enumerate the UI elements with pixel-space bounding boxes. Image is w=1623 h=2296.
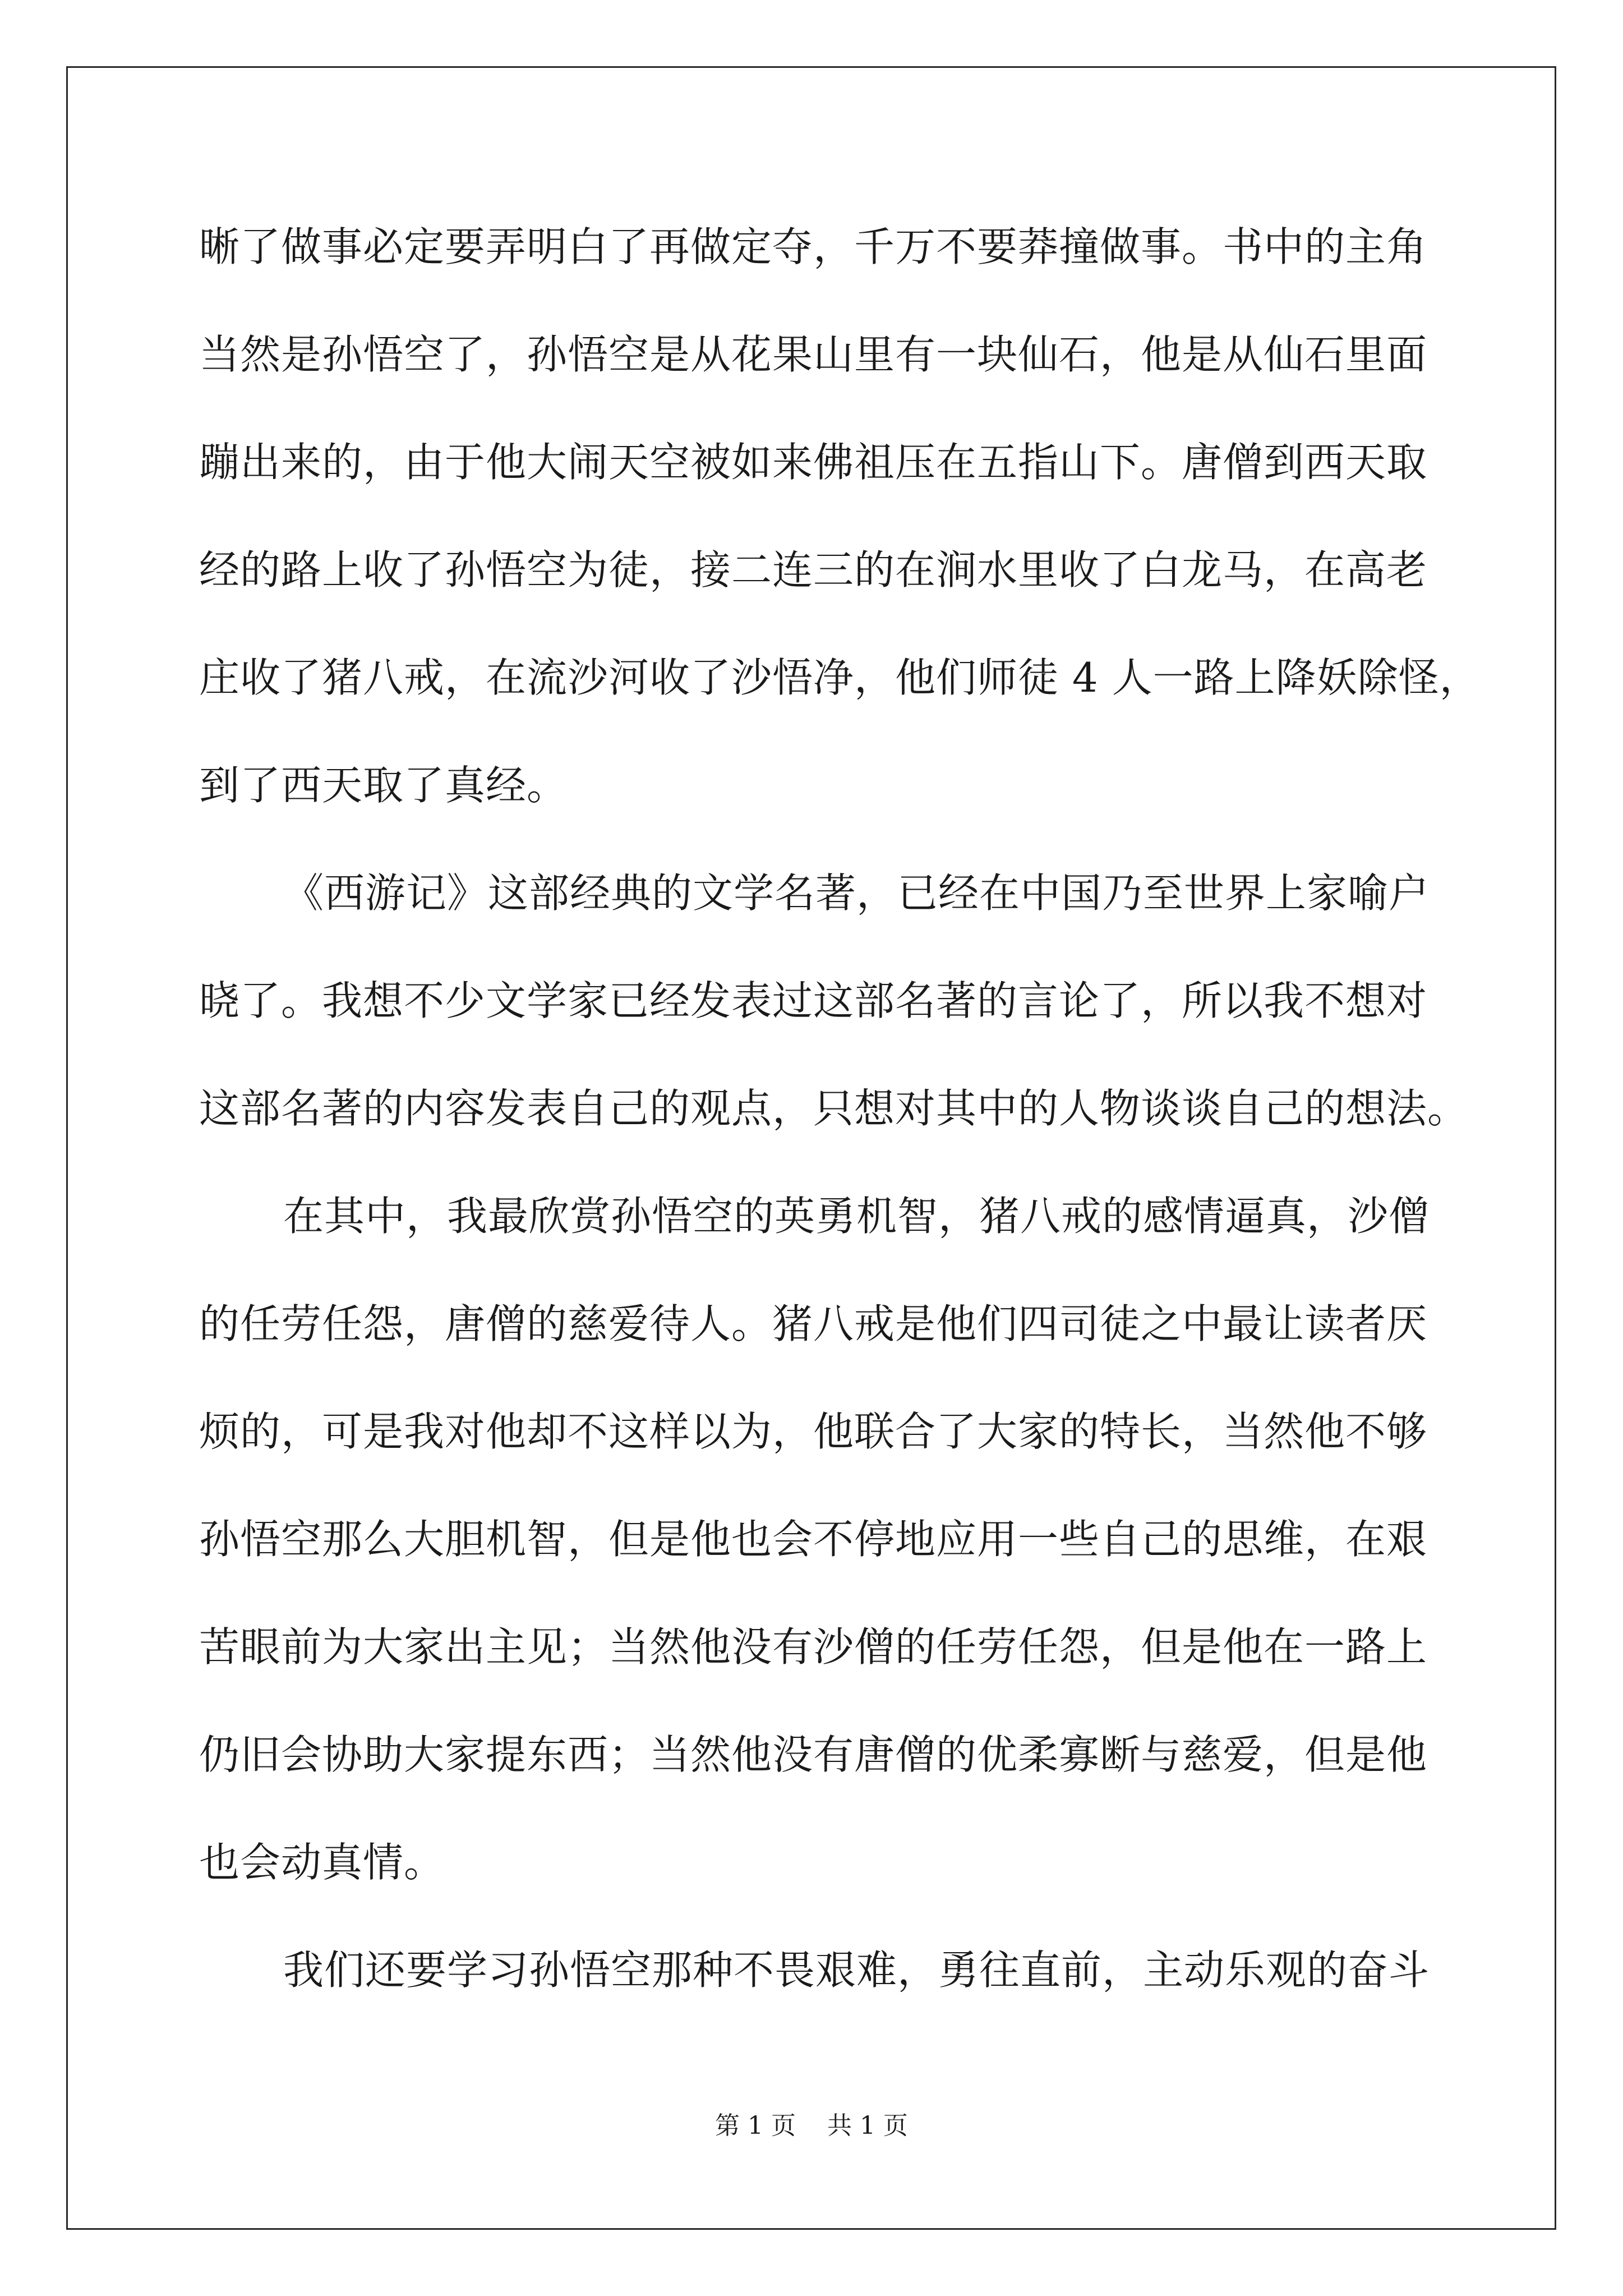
text-line: 晰了做事必定要弄明白了再做定夺，千万不要莽撞做事。书中的主角 [199, 223, 1428, 270]
text-line: 当然是孙悟空了，孙悟空是从花果山里有一块仙石，他是从仙石里面 [199, 331, 1428, 378]
text-line: 仍旧会协助大家提东西；当然他没有唐僧的优柔寡断与慈爱，但是他 [199, 1731, 1428, 1778]
text-line: 《西游记》这部经典的文学名著，已经在中国乃至世界上家喻户 [283, 869, 1430, 917]
text-line: 在其中，我最欣赏孙悟空的英勇机智，猪八戒的感情逼真，沙僧 [283, 1193, 1430, 1240]
text-line: 也会动真情。 [199, 1839, 445, 1886]
text-line: 经的路上收了孙悟空为徒，接二连三的在涧水里收了白龙马，在高老 [199, 546, 1428, 593]
text-line: 蹦出来的，由于他大闹天空被如来佛祖压在五指山下。唐僧到西天取 [199, 439, 1428, 486]
text-line: 到了西天取了真经。 [199, 762, 568, 809]
text-line: 晓了。我想不少文学家已经发表过这部名著的言论了，所以我不想对 [199, 977, 1428, 1024]
text-line: 烦的，可是我对他却不这样以为，他联合了大家的特长，当然他不够 [199, 1408, 1428, 1455]
text-line: 这部名著的内容发表自己的观点，只想对其中的人物谈谈自己的想法。 [199, 1085, 1469, 1132]
text-line: 孙悟空那么大胆机智，但是他也会不停地应用一些自己的思维，在艰 [199, 1516, 1428, 1563]
document-body [199, 214, 1481, 2045]
text-line: 苦眼前为大家出主见；当然他没有沙僧的任劳任怨，但是他在一路上 [199, 1623, 1428, 1671]
page-footer [0, 2109, 1623, 2143]
text-line: 我们还要学习孙悟空那种不畏艰难，勇往直前，主动乐观的奋斗 [283, 1947, 1430, 1994]
page-number-label: 第 1 页 共 1 页 [715, 2111, 908, 2140]
text-line: 庄收了猪八戒，在流沙河收了沙悟净，他们师徒 4 人一路上降妖除怪， [199, 654, 1481, 701]
text-line: 的任劳任怨，唐僧的慈爱待人。猪八戒是他们四司徒之中最让读者厌 [199, 1300, 1428, 1347]
